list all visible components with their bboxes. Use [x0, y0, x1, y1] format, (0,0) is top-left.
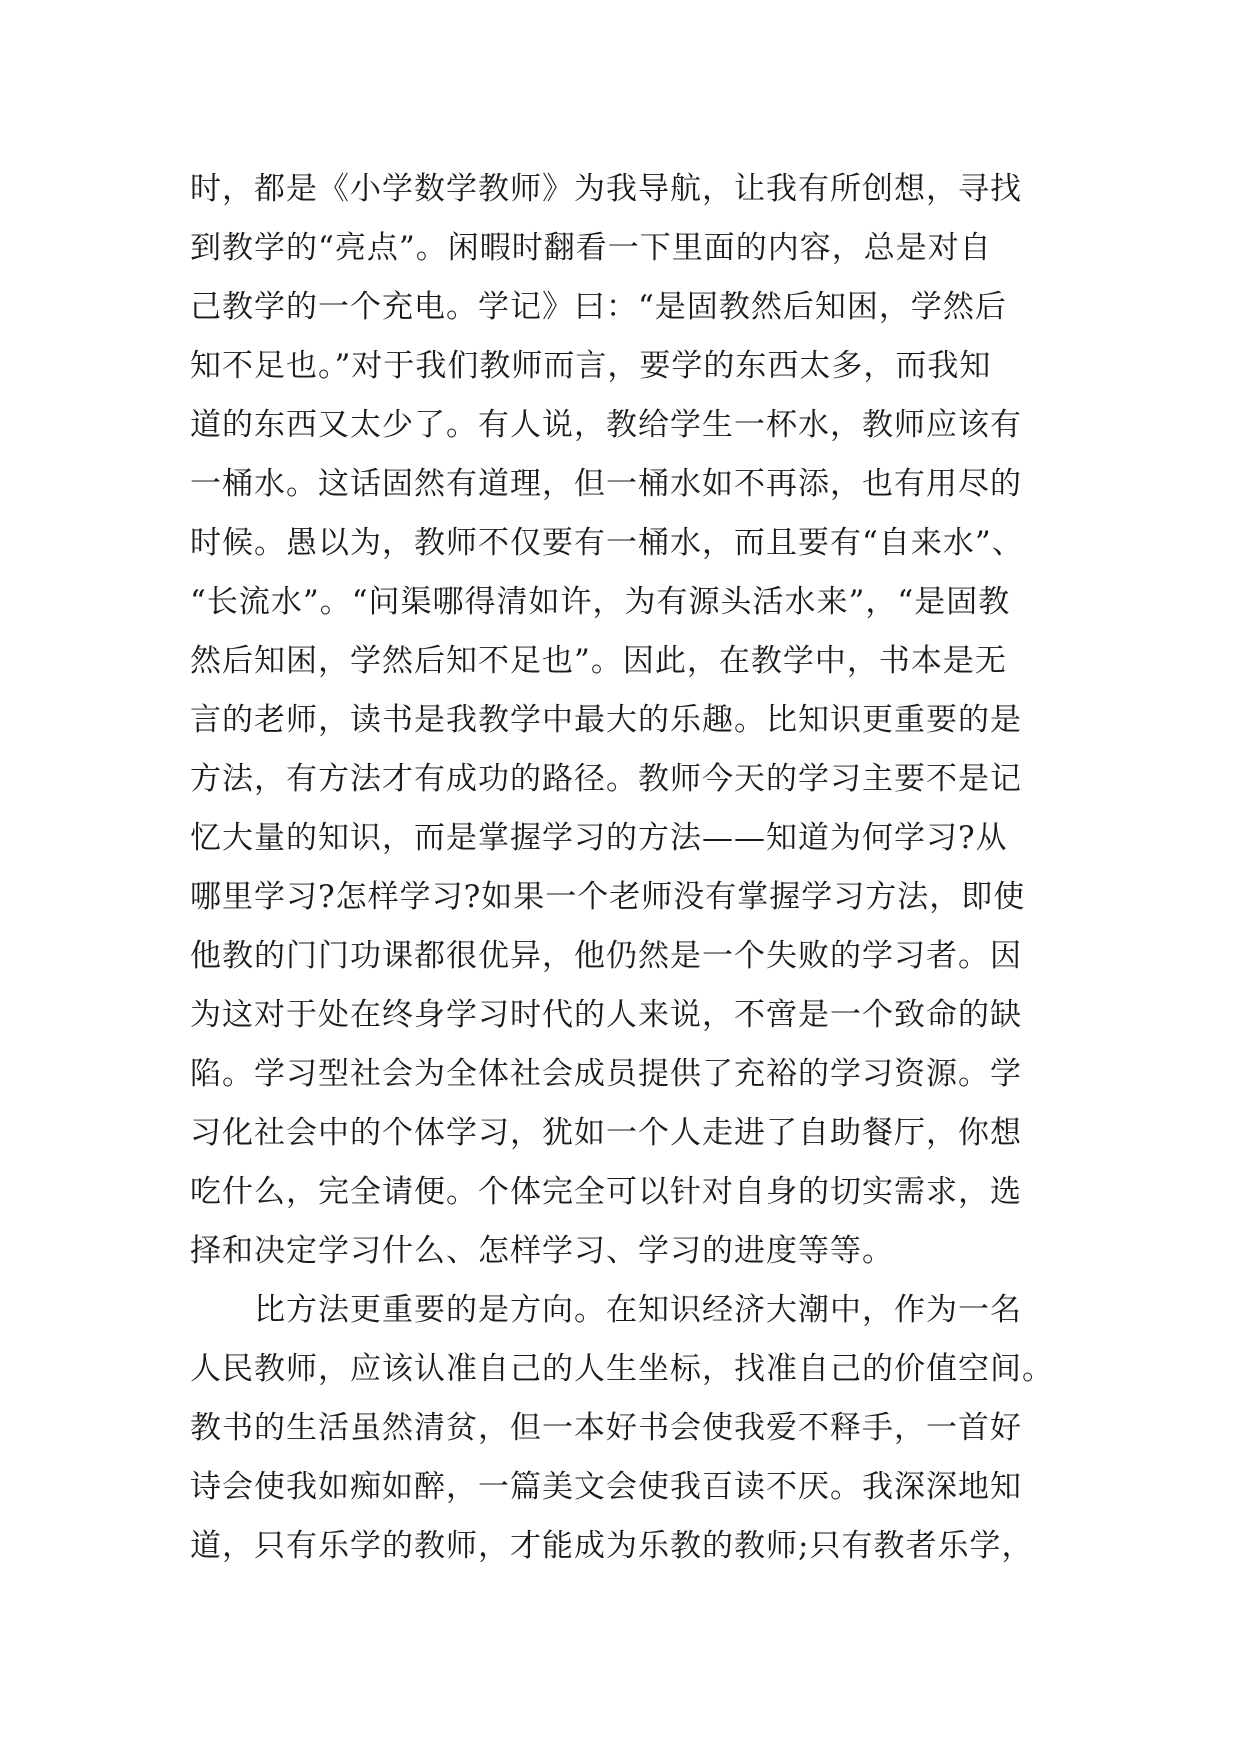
text-line: 诗会使我如痴如醉，一篇美文会使我百读不厌。我深深地知: [190, 1469, 1022, 1505]
text-line: 忆大量的知识，而是掌握学习的方法——知道为何学习?从: [190, 820, 1008, 856]
text-line: 然后知困，学然后知不足也”。因此，在教学中，书本是无: [190, 643, 1007, 679]
text-line: 他教的门门功课都很优异，他仍然是一个失败的学习者。因: [190, 938, 1022, 974]
text-line: 陷。学习型社会为全体社会成员提供了充裕的学习资源。学: [190, 1056, 1022, 1092]
text-line: 教书的生活虽然清贫，但一本好书会使我爱不释手，一首好: [190, 1410, 1022, 1446]
text-line: 吃什么，完全请便。个体完全可以针对自身的切实需求，选: [190, 1174, 1022, 1210]
text-line: 言的老师，读书是我教学中最大的乐趣。比知识更重要的是: [190, 702, 1022, 738]
text-line: 习化社会中的个体学习，犹如一个人走进了自助餐厅，你想: [190, 1115, 1022, 1151]
paragraph-start-line: 比方法更重要的是方向。在知识经济大潮中，作为一名: [254, 1292, 1022, 1328]
text-line: 方法，有方法才有成功的路径。教师今天的学习主要不是记: [190, 761, 1022, 797]
text-line: 时候。愚以为，教师不仅要有一桶水，而且要有“自来水”、: [190, 525, 1024, 561]
text-line: 时，都是《小学数学教师》为我导航，让我有所创想，寻找: [190, 171, 1022, 207]
text-line: 知不足也。”对于我们教师而言，要学的东西太多，而我知: [190, 348, 992, 384]
text-line: 人民教师，应该认准自己的人生坐标，找准自己的价值空间。: [190, 1351, 1054, 1387]
text-line: 己教学的一个充电。学记》曰：“是固教然后知困，学然后: [190, 289, 1007, 325]
text-line: 道，只有乐学的教师，才能成为乐教的教师;只有教者乐学，: [190, 1528, 1034, 1564]
text-line: 一桶水。这话固然有道理，但一桶水如不再添，也有用尽的: [190, 466, 1022, 502]
text-line: 到教学的“亮点”。闲暇时翻看一下里面的内容，总是对自: [190, 230, 992, 266]
text-line: 道的东西又太少了。有人说，教给学生一杯水，教师应该有: [190, 407, 1022, 443]
text-line: “长流水”。“问渠哪得清如许，为有源头活水来”，“是固教: [190, 584, 1011, 620]
body-text: [190, 160, 1090, 1576]
text-line: 为这对于处在终身学习时代的人来说，不啻是一个致命的缺: [190, 997, 1022, 1033]
text-line: 哪里学习?怎样学习?如果一个老师没有掌握学习方法，即使: [190, 879, 1026, 915]
text-line: 择和决定学习什么、怎样学习、学习的进度等等。: [190, 1233, 894, 1269]
